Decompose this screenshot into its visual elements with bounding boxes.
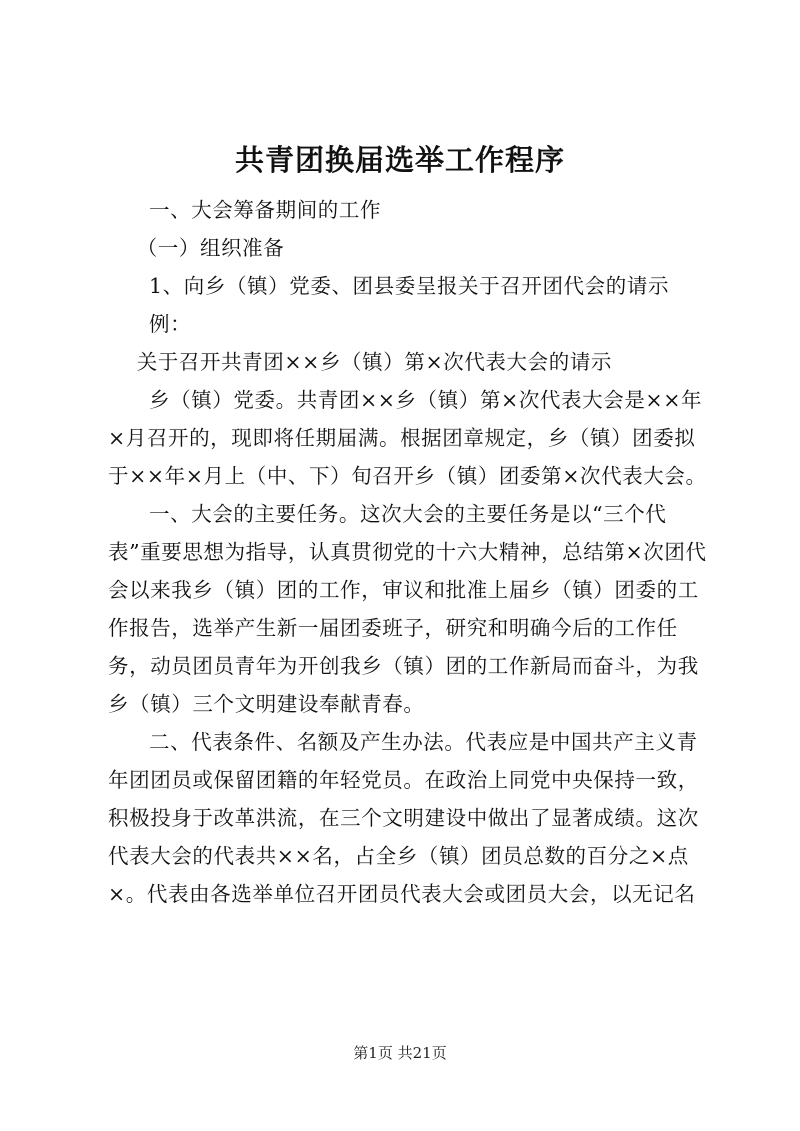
paragraph-delegate-conditions: 二、代表条件、名额及产生办法。代表应是中国共产主义青年团团员或保留团籍的年轻党员。在政治上同党中央保持一致，积极投身于改革洪流，在三个文明建设中做出了显著成绩。这次代表大会的代表共××名，占全乡（镇）团员总数的百分之×点×。代表由各选举单位召开团员代表大会或团员大会，以无记名 [108, 730, 699, 906]
example-title: 关于召开共青团××乡（镇）第×次代表大会的请示 [136, 350, 613, 374]
paragraph-intro: 乡（镇）党委。共青团××乡（镇）第×次代表大会是××年×月召开的，现即将任期届满。根据团章规定，乡（镇）团委拟于××年×月上（中、下）旬召开乡（镇）团委第×次代表大会。 [108, 388, 707, 488]
subsection-heading-organization: （一）组织准备 [136, 236, 285, 260]
document-title: 共青团换届选举工作程序 [234, 143, 565, 177]
document-body [108, 191, 708, 913]
paragraph-main-tasks: 一、大会的主要任务。这次大会的主要任务是以“三个代表”重要思想为指导，认真贯彻党的十六大精神，总结第×次团代会以来我乡（镇）团的工作，审议和批准上届乡（镇）团委的工作报告，选举产生新一届团委班子，研究和明确今后的工作任务，动员团员青年为开创我乡（镇）团的工作新局而奋斗，为我乡（镇）三个文明建设奉献青春。 [108, 502, 707, 716]
page-number: 第1页 共21页 [353, 1044, 447, 1062]
example-label: 例： [149, 312, 192, 336]
section-heading-preparation: 一、大会筹备期间的工作 [149, 198, 382, 222]
item-report-request: 1、向乡（镇）党委、团县委呈报关于召开团代会的请示 [149, 274, 670, 298]
